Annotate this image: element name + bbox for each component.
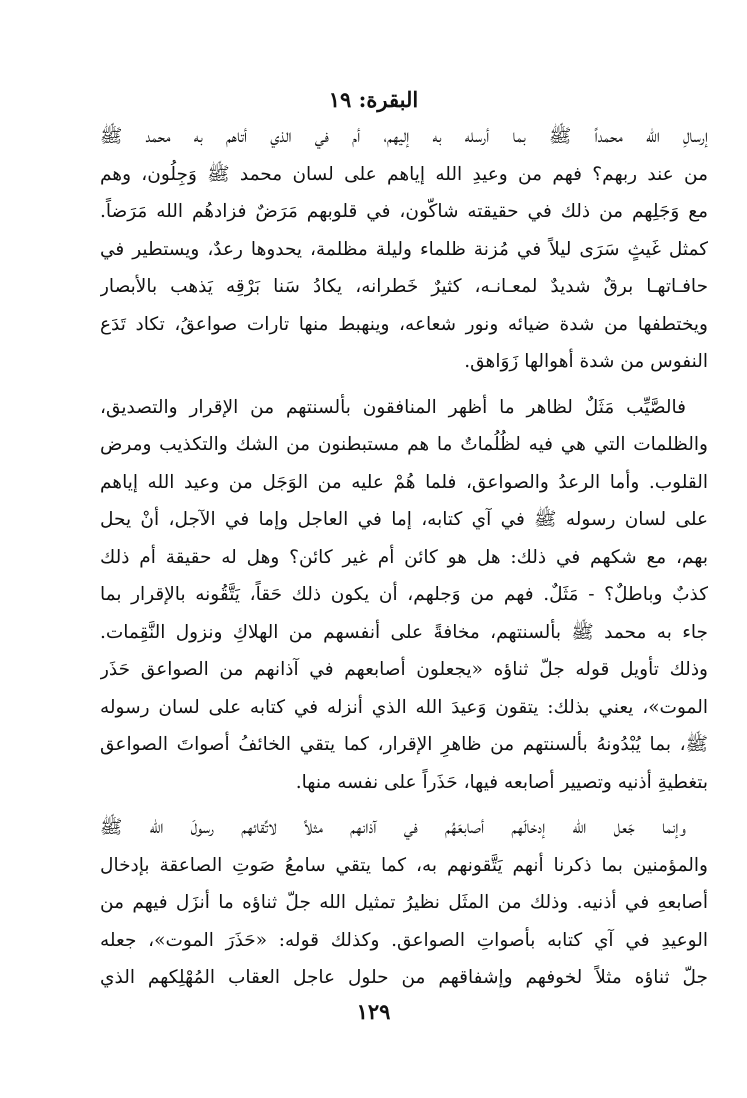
text-line: جلّ ثناؤه مثلاً لخوفهم وإشفاقهم من حلول عاجل العقاب المُهْلِكهم الذي (100, 967, 708, 988)
text-line: الوعيدِ في آي كتابه بأصواتِ الصواعق. وكذلك قوله: «حَذَرَ الموت»، جعله (100, 929, 708, 951)
text-line: كمثل غَيثٍ سَرَى ليلاً في مُزنة ظلماء وليلة مظلمة، يحدوها رعدٌ، ويستطير في (100, 238, 708, 260)
running-header: البقرة: ١٩ (328, 87, 419, 112)
paragraph (100, 389, 708, 802)
text-line: والمؤمنين بما ذكرنا أنهم يَتَّقونهم به، كما يتقي سامعُ صَوتِ الصاعقة بإدخال (100, 854, 708, 876)
text-line: مع وَجَلِهم من ذلك في حقيقته شاكّون، في قلوبهم مَرَضٌ فزادهُم الله مَرَضاً. (100, 201, 708, 222)
text-line: بهم، مع شكهم في ذلك: هل هو كائن أم غير كائن؟ وهل له حقيقة أم ذلك (100, 546, 708, 568)
text-line: القلوب. وأما الرعدُ والصواعق، فلما هُمْ عليه من الوَجَل من وعيد الله إياهم (100, 471, 708, 493)
body-text (100, 118, 708, 997)
page-number: ١٢٩ (356, 999, 391, 1024)
text-line: كذبٌ وباطلٌ؟ - مَثَلٌ. فهم من وَجلهم، أن يكون ذلك حَقاً، يَتَّقُونه بالإقرار بما (100, 584, 708, 605)
text-line: جاء به محمد ﷺ بألسنتهم، مخافةً على أنفسهم من الهلاكِ ونزول النَّقِمات. (100, 621, 708, 643)
paragraph (100, 809, 708, 997)
text-line: والظلمات التي هي فيه لظُلُماتٌ ما هم مستبطنون من الشك والتكذيب ومرض (100, 434, 708, 455)
text-line: النفوس من شدة أهوالها زَوَاهق. (464, 351, 708, 372)
text-line: فالصَّيِّب مَثَلٌ لظاهر ما أظهر المنافقون بألسنتهم من الإقرار والتصديق، (100, 396, 686, 418)
text-line: وإنما جَعل الله إدخالَهم أصابعَهُم في آذانهم مثلاً لاتِّقائهم رسولَ الله ﷺ (100, 817, 686, 838)
text-line: الموت»، يعني بذلك: يتقون وَعيدَ الله الذي أنزله في كتابه على لسان رسوله (100, 696, 708, 718)
text-line: إرسالِ الله محمداً ﷺ بما أرسله به إليهم، أم في الذي أتاهم به محمد ﷺ (100, 126, 708, 147)
paragraph-gap (100, 801, 708, 809)
text-line: ويختطفها من شدة ضيائه ونور شعاعه، وينهبط منها تارات صواعقُ، تكاد تَدَع (100, 313, 708, 335)
text-line: من عند ربهم؟ فهم من وعيدِ الله إياهم على لسان محمد ﷺ وَجِلُون، وهم (100, 163, 708, 185)
text-line: وذلك تأويل قوله جلّ ثناؤه «يجعلون أصابعهم في آذانهم من الصواعق حَذَر (100, 659, 708, 680)
paragraph-gap (100, 381, 708, 389)
text-line: ﷺ، بما يُبْدُونهُ بألسنتهم من ظاهرِ الإقرار، كما يتقي الخائفُ أصواتَ الصواعق (100, 734, 708, 755)
text-line: أصابعهِ في أذنيه. وذلك من المثَل نظيرُ تمثيل الله جلّ ثناؤه ما أنزَل فيهم من (100, 892, 708, 913)
text-line: بتغطيةِ أذنيه وتصيير أصابعه فيها، حَذَراً على نفسه منها. (295, 771, 708, 793)
text-line: حافـاتهـا برقٌ شديدٌ لمعـانـه، كثيرٌ خَطرانه، يكادُ سَنا بَرْقِه يَذهب بالأبصار (100, 276, 708, 297)
paragraph (100, 118, 708, 381)
text-line: على لسان رسوله ﷺ في آي كتابه، إما في العاجل وإما في الآجل، أنْ يحل (100, 509, 708, 530)
